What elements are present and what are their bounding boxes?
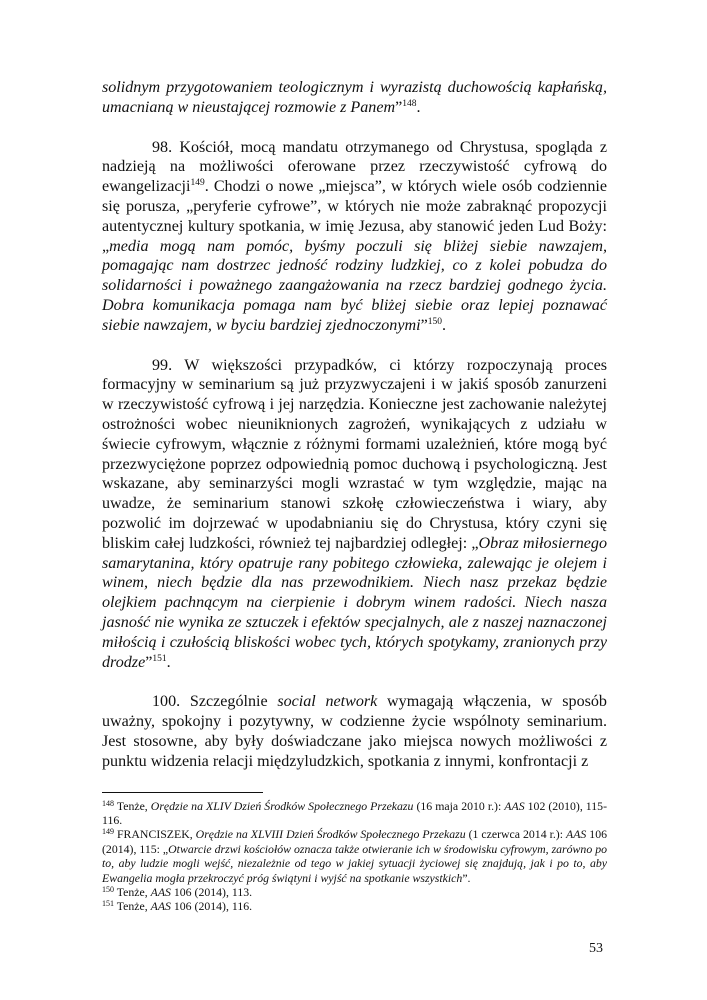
paragraph-100	[102, 692, 607, 771]
italic-text: Orędzie na XLIV Dzień Środków Społecznego Przekazu	[150, 798, 414, 813]
italic-text: Otwarcie drzwi kościołów oznacza także otwieranie ich w środowisku cyfrowym, zarówno po to, aby ludzie mogli wejść, niezależnie od tego w jakiej sytuacji życiowej się znajdują, jak i po to, aby Ewangelia mogła przekroczyć próg świątyni i wyjść na spotkanie wszystkich	[102, 841, 607, 885]
text-run: .	[166, 653, 171, 671]
text-run: .	[416, 98, 421, 116]
page-body	[102, 78, 607, 914]
footnote-number: 151	[102, 899, 114, 909]
italic-text: Orędzie na XLVIII Dzień Środków Społecznego Przekazu	[195, 827, 466, 842]
italic-text: media mogą nam pomóc, byśmy poczuli się bliżej siebie nawzajem, pomagając nam dostrzec jedność rodziny ludzkiej, co z kolei pobudza do solidarności i poważnego zaangażowania na rzecz bardziej godnego życia. Dobra komunikacja pomaga nam być bliżej siebie oraz lepiej poznawać siebie nawzajem, w byciu bardziej zjednoczonymi	[102, 237, 607, 334]
footnotes	[102, 799, 607, 914]
footnote-separator	[102, 792, 263, 793]
text-run: Tenże,	[114, 798, 151, 813]
text-run: 99. W większości przypadków, ci którzy rozpoczynają proces formacyjny w seminarium są już przyzwyczajeni i w jakiś sposób zanurzeni w rzeczywistość cyfrową i jej narzędzia. Konieczne jest zachowanie należytej ostrożności wobec nieuniknionych zagrożeń, wynikających z udziału w świecie cyfrowym, włącznie z różnymi formami uzależnień, które mogą być przezwyciężone poprzez odpowiednią pomoc duchową i psychologiczną. Jest wskazane, aby seminarzyści mogli wzrastać w tym względzie, mając na uwadze, że seminarium stanowi szkołę człowieczeństwa i wiary, aby pozwolić im dojrzewać w upodabnianiu się do Chrystusa, który czyni się bliskim całej ludzkości, również tej najbardziej odległej: „	[102, 356, 607, 552]
text-run: ”	[395, 98, 403, 116]
italic-text: social network	[277, 693, 378, 711]
footnote-number: 148	[102, 798, 114, 808]
text-run: 106 (2014), 115: „	[102, 827, 607, 856]
italic-text: AAS	[504, 798, 525, 813]
paragraph-99	[102, 356, 607, 673]
footnote-150	[102, 885, 607, 899]
text-run: Tenże,	[114, 884, 151, 899]
footnote-148	[102, 799, 607, 828]
footnote-number: 149	[102, 827, 114, 837]
text-run: 100. Szczególnie	[152, 693, 278, 711]
footnote-ref: 151	[152, 653, 167, 664]
text-run: FRANCISZEK,	[114, 827, 196, 842]
text-run: (16 maja 2010 r.):	[413, 798, 505, 813]
text-run: 106 (2014), 113.	[170, 884, 253, 899]
italic-text: solidnym przygotowaniem teologicznym i wyrazistą duchowością kapłańską, umacnianą w nieustającej rozmowie z Panem	[102, 79, 607, 116]
footnote-ref: 148	[402, 98, 417, 109]
italic-text: Obraz miłosiernego samarytanina, który opatruje rany pobitego człowieka, zalewając je olejem i winem, niech będzie dla nas przewodnikiem. Niech nasz przekaz będzie olejkiem pachnącym na cierpienie i dobrym winem radości. Niech nasza jasność nie wynika ze sztuczek i efektów specjalnych, ale z naszej naznaczonej miłością i czułością bliskości wobec tych, których spotykamy, zranionych przy drodze	[102, 534, 607, 671]
text-run: ”	[420, 316, 428, 334]
text-run: 106 (2014), 116.	[170, 899, 253, 914]
italic-text: AAS	[566, 827, 587, 842]
text-run: ”.	[462, 870, 471, 885]
text-run: (1 czerwca 2014 r.):	[465, 827, 566, 842]
paragraph-continuation	[102, 78, 607, 118]
text-run: ”	[145, 653, 153, 671]
footnote-149	[102, 827, 607, 885]
italic-text: AAS	[150, 884, 171, 899]
footnote-ref: 150	[427, 316, 442, 327]
text-run: Tenże,	[114, 899, 151, 914]
text-run: 102 (2010), 115-116.	[102, 798, 607, 827]
italic-text: AAS	[150, 899, 171, 914]
text-run: 98. Kościół, mocą mandatu otrzymanego od Chrystusa, spogląda z nadzieją na możliwości oferowane przez rzeczywistość cyfrową do ewangelizacji	[102, 138, 607, 196]
text-run: wymagają włączenia, w sposób uważny, spokojny i pozytywny, w codzienne życie wspólnoty seminarium. Jest stosowne, aby były doświadczane jako miejsca nowych możliwości z punktu widzenia relacji międzyludzkich, spotkania z innymi, konfrontacji z	[102, 693, 607, 770]
footnote-number: 150	[102, 884, 114, 894]
text-run: .	[441, 316, 446, 334]
page-number: 53	[589, 941, 603, 956]
paragraph-98	[102, 138, 607, 336]
text-run: . Chodzi o nowe „miejsca”, w których wiele osób codziennie się porusza, „peryferie cyfrowe”, w których nie może zabraknąć propozycji autentycznej kultury spotkania, w imię Jezusa, aby stanowić jeden Lud Boży: „	[102, 178, 607, 255]
footnote-ref: 149	[190, 178, 205, 189]
footnote-151	[102, 899, 607, 913]
